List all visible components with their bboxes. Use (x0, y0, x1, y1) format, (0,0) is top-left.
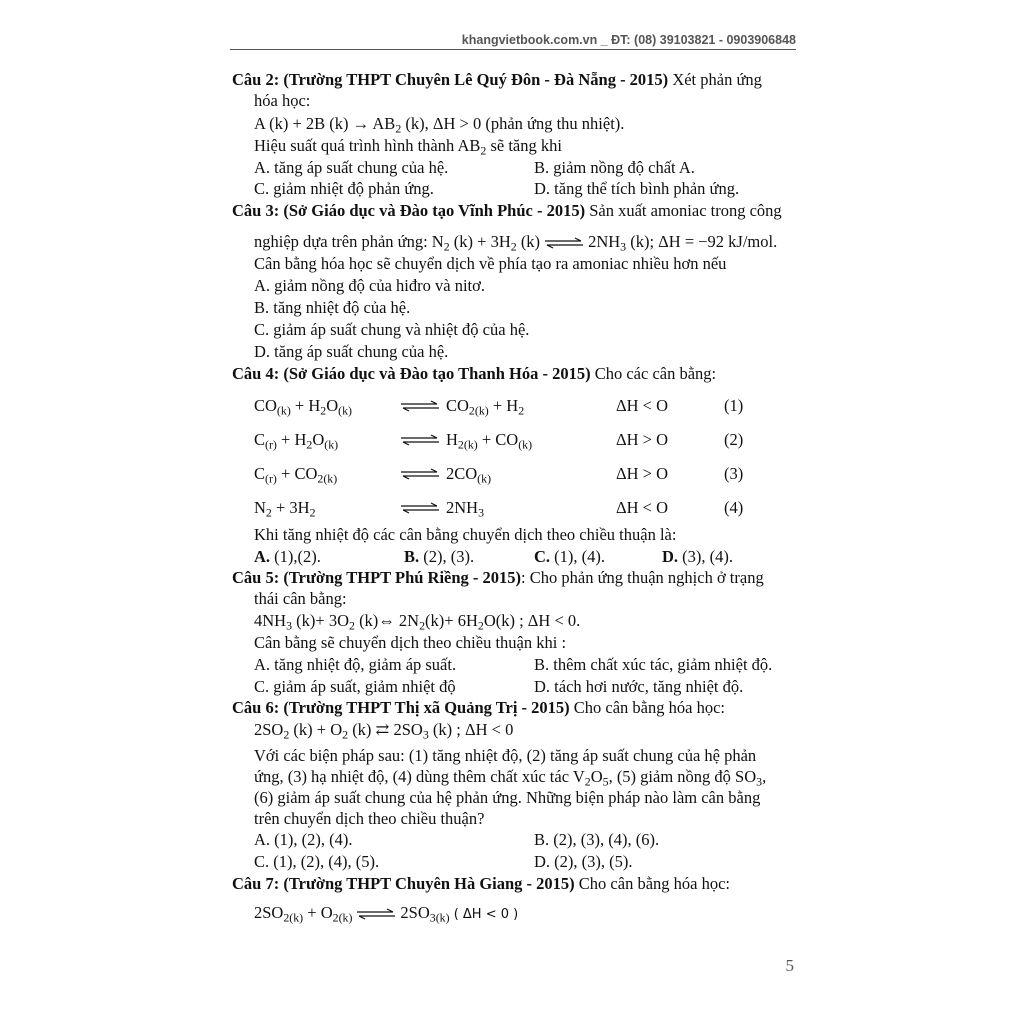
option-key: A. (254, 547, 271, 566)
q5-eq-part: 4NH (254, 611, 287, 630)
q3-label: Câu 3: (232, 201, 280, 220)
eq-sub: 2 (306, 437, 313, 452)
q2-source: (Trường THPT Chuyên Lê Quý Đôn - Đà Nẵng - 2015) (283, 70, 669, 89)
option-text: tách hơi nước, tăng nhiệt độ. (550, 677, 744, 696)
q4-row-2-arrow (400, 430, 440, 451)
eq-text: 2NH (446, 498, 479, 517)
q6-eq-part: 2SO (254, 720, 284, 739)
q2-q-sub: 2 (480, 143, 487, 158)
eq-text: O (326, 396, 339, 415)
eq-sub: (k) (338, 403, 352, 418)
option-text: giảm áp suất chung và nhiệt độ của hệ. (269, 320, 530, 339)
eq-sub: (k) (477, 471, 492, 486)
q7-equation (254, 903, 518, 925)
eq-text: ΔH > O (616, 430, 668, 449)
option-text: tăng nhiệt độ của hệ. (269, 298, 411, 317)
q2-option-c (254, 179, 434, 199)
page-number: 5 (785, 956, 794, 975)
q4-row-2-reactants (254, 430, 338, 450)
q2-option-a (254, 158, 448, 178)
q4-row-3-products (446, 464, 491, 484)
q2-option-d (534, 179, 739, 199)
q4-option-c (534, 547, 605, 567)
option-key: C. (254, 179, 270, 198)
eq-sub: 3 (478, 505, 485, 520)
option-text: giảm nhiệt độ phản ứng. (269, 179, 434, 198)
q5-label: Câu 5: (232, 568, 280, 587)
q4-stem: Cho các cân bằng: (594, 364, 717, 383)
q5-eq-part: (k)⇔ 2N (354, 611, 420, 630)
q5-option-b (534, 655, 772, 675)
q5-eq-sub: 2 (349, 618, 355, 633)
q6-heading (232, 698, 725, 718)
option-text: (1), (4). (550, 547, 606, 566)
option-text: giảm nồng độ của hiđro và nitơ. (270, 276, 485, 295)
q4-heading (232, 364, 716, 384)
q2-eq-part: A (k) + 2B (k) → AB (254, 114, 396, 133)
q4-source: (Sở Giáo dục và Đào tạo Thanh Hóa - 2015) (283, 364, 591, 383)
eq-sub: 2 (320, 403, 327, 418)
q7-eq-sub: 2(k) (332, 910, 353, 925)
q6-p-part: , (762, 767, 767, 786)
q4-row-3-number (724, 464, 743, 484)
q6-eq-sub: 2 (283, 727, 290, 742)
option-key: B. (534, 830, 550, 849)
eq-text: + H (290, 396, 321, 415)
q4-label: Câu 4: (232, 364, 280, 383)
q2-eq-sub: 2 (395, 121, 402, 136)
option-key: A. (254, 830, 271, 849)
q7-heading (232, 874, 730, 894)
q7-eq-part: 2SO (254, 903, 284, 922)
equilibrium-arrow-icon (356, 908, 396, 920)
header-rule (230, 49, 796, 50)
q3-eq-part: (k) + 3H (449, 232, 511, 251)
q2-q-part: Hiệu suất quá trình hình thành AB (254, 136, 481, 155)
equilibrium-arrow-icon (544, 237, 584, 249)
q4-row-4-products (446, 498, 484, 518)
eq-sub: (r) (265, 471, 277, 486)
q2-stem-cont: hóa học: (254, 91, 311, 110)
equilibrium-arrow-icon (400, 502, 440, 514)
q2-heading (232, 70, 762, 90)
q5-stem: : Cho phản ứng thuận nghịch ở trạng (521, 568, 764, 587)
option-key: B. (254, 298, 270, 317)
eq-sub: 2(k) (317, 471, 338, 486)
option-text: giảm nồng độ chất A. (549, 158, 695, 177)
q5-option-d (534, 677, 743, 697)
q5-question: Cân bằng sẽ chuyển dịch theo chiều thuận khi : (254, 633, 567, 652)
option-text: tăng áp suất chung của hệ. (270, 158, 449, 177)
q4-row-1-number (724, 396, 743, 416)
q3-option-d (254, 342, 448, 362)
q7-eq-part: + O (303, 903, 333, 922)
q6-eq-sub: 2 (342, 727, 349, 742)
option-text: (2), (3), (4), (6). (549, 830, 660, 849)
q4-option-d (662, 547, 733, 567)
eq-text: C (254, 464, 266, 483)
q6-paragraph-1: Với các biện pháp sau: (1) tăng nhiệt độ, (2) tăng áp suất chung của hệ phản (254, 746, 757, 765)
option-key: C. (534, 547, 551, 566)
option-key: C. (254, 852, 270, 871)
page-header: khangvietbook.com.vn _ ĐT: (08) 39103821 - 0903906848 (461, 33, 796, 47)
option-key: D. (534, 179, 551, 198)
q3-option-a (254, 276, 485, 296)
q4-question: Khi tăng nhiệt độ các cân bằng chuyển dịch theo chiều thuận là: (254, 525, 677, 544)
q6-p-sub: 2 (584, 774, 591, 789)
q2-question (254, 136, 562, 156)
q7-label: Câu 7: (232, 874, 280, 893)
q5-heading (232, 568, 764, 588)
q5-source: (Trường THPT Phú Riềng - 2015) (283, 568, 522, 587)
q2-eq-part: (k), ΔH > 0 (phản ứng thu nhiệt). (401, 114, 625, 133)
q2-equation (254, 114, 624, 134)
option-key: A. (254, 655, 271, 674)
q4-row-2-products (446, 430, 532, 450)
option-key: D. (662, 547, 679, 566)
eq-sub: 2(k) (468, 403, 489, 418)
option-key: A. (254, 276, 271, 295)
q6-option-d (534, 852, 633, 872)
q5-eq-part: (k)+ 6H (425, 611, 478, 630)
q3-source: (Sở Giáo dục và Đào tạo Vĩnh Phúc - 2015) (283, 201, 586, 220)
eq-text: C (254, 430, 266, 449)
eq-text: O (312, 430, 325, 449)
eq-text: ΔH < O (616, 396, 668, 415)
eq-sub: 2 (265, 505, 272, 520)
option-text: (2), (3), (5). (550, 852, 633, 871)
eq-text: + H (276, 430, 307, 449)
q6-eq-part: (k) ⇄ 2SO (348, 720, 423, 739)
eq-text: (4) (724, 498, 744, 517)
q5-stem-cont: thái cân bằng: (254, 589, 347, 608)
q3-eq-part: (k); ΔH = −92 kJ/mol. (626, 232, 778, 251)
q7-eq-part: ( ΔH < 0 ) (449, 907, 519, 922)
q3-eq-sub: 2 (510, 239, 517, 254)
q6-option-b (534, 830, 659, 850)
q6-eq-sub: 3 (422, 727, 429, 742)
q4-row-3-reactants (254, 464, 337, 484)
q5-option-a (254, 655, 456, 675)
q4-row-3-enthalpy (616, 464, 668, 484)
q4-row-1-enthalpy (616, 396, 668, 416)
q4-row-1-reactants (254, 396, 352, 416)
equilibrium-arrow-icon (400, 468, 440, 480)
eq-text: (3) (724, 464, 744, 483)
option-text: tăng áp suất chung của hệ. (270, 342, 449, 361)
q3-heading (232, 201, 782, 221)
q4-row-2-number (724, 430, 743, 450)
q6-paragraph-4: trên chuyển dịch theo chiều thuận? (254, 809, 485, 828)
q4-row-4-enthalpy (616, 498, 668, 518)
q3-eq-part: 2NH (588, 232, 621, 251)
q6-p-sub: 3 (756, 774, 763, 789)
q4-row-4-number (724, 498, 743, 518)
q3-question: Cân bằng hóa học sẽ chuyển dịch về phía tạo ra amoniac nhiều hơn nếu (254, 254, 727, 273)
q7-eq-sub: 3(k) (429, 910, 450, 925)
q4-row-1-products (446, 396, 524, 416)
q4-row-3-arrow (400, 464, 440, 485)
eq-text: + CO (276, 464, 318, 483)
eq-sub: 2 (518, 403, 525, 418)
q6-p-part: , (5) giảm nồng độ SO (608, 767, 757, 786)
q5-eq-sub: 2 (477, 618, 484, 633)
q6-stem: Cho cân bằng hóa học: (573, 698, 725, 717)
q6-paragraph-2 (254, 767, 766, 787)
eq-text: (2) (724, 430, 744, 449)
eq-text: ΔH < O (616, 498, 668, 517)
eq-text: N (254, 498, 266, 517)
q3-option-c (254, 320, 529, 340)
eq-text: H (446, 430, 458, 449)
q7-source: (Trường THPT Chuyên Hà Giang - 2015) (283, 874, 575, 893)
q7-eq-part: 2SO (400, 903, 430, 922)
q7-stem: Cho cân bằng hóa học: (578, 874, 731, 893)
q3-eq-sub: 2 (443, 239, 450, 254)
option-text: thêm chất xúc tác, giảm nhiệt độ. (549, 655, 773, 674)
eq-text: + 3H (271, 498, 310, 517)
q2-stem: Xét phản ứng (672, 70, 762, 89)
eq-text: + H (488, 396, 519, 415)
q6-equation (254, 720, 513, 740)
q2-q-part: sẽ tăng khi (486, 136, 562, 155)
q2-option-b (534, 158, 695, 178)
eq-sub: (r) (265, 437, 277, 452)
q5-eq-sub: 2 (419, 618, 426, 633)
option-text: tăng thể tích bình phản ứng. (550, 179, 740, 198)
option-text: (1), (2), (4). (270, 830, 353, 849)
q3-eq-sub: 3 (620, 239, 627, 254)
eq-text: (1) (724, 396, 744, 415)
q6-option-c (254, 852, 379, 872)
q6-p-part: O (590, 767, 603, 786)
option-text: (1), (2), (4), (5). (269, 852, 380, 871)
q6-paragraph-3: (6) giảm áp suất chung của hệ phản ứng. Những biện pháp nào làm cân bằng (254, 788, 761, 807)
option-key: D. (534, 677, 551, 696)
eq-text: 2CO (446, 464, 478, 483)
eq-text: CO (254, 396, 277, 415)
option-text: (2), (3). (419, 547, 475, 566)
q6-eq-part: (k) ; ΔH < 0 (428, 720, 514, 739)
q4-option-b (404, 547, 474, 567)
q4-row-4-reactants (254, 498, 316, 518)
option-key: B. (404, 547, 420, 566)
option-key: D. (254, 342, 271, 361)
equilibrium-arrow-icon (400, 434, 440, 446)
eq-sub: 2 (309, 505, 316, 520)
q4-row-4-arrow (400, 498, 440, 519)
q3-stem: Sản xuất amoniac trong công (589, 201, 782, 220)
q2-label: Câu 2: (232, 70, 280, 89)
q5-eq-part: O(k) ; ΔH < 0. (483, 611, 581, 630)
q7-eq-sub: 2(k) (283, 910, 304, 925)
q5-eq-part: (k)+ 3O (292, 611, 349, 630)
q4-row-2-enthalpy (616, 430, 668, 450)
option-text: (1),(2). (270, 547, 321, 566)
eq-text: ΔH > O (616, 464, 668, 483)
q3-eq-part: nghiệp dựa trên phản ứng: N (254, 232, 444, 251)
q6-source: (Trường THPT Thị xã Quảng Trị - 2015) (283, 698, 570, 717)
option-key: C. (254, 677, 270, 696)
q4-row-1-arrow (400, 396, 440, 417)
eq-sub: (k) (518, 437, 533, 452)
q6-p-part: ứng, (3) hạ nhiệt độ, (4) dùng thêm chất xúc tác V (254, 767, 585, 786)
option-text: tăng nhiệt độ, giảm áp suất. (270, 655, 457, 674)
option-key: B. (534, 158, 550, 177)
option-key: C. (254, 320, 270, 339)
option-key: B. (534, 655, 550, 674)
q3-equation (254, 232, 777, 252)
q6-label: Câu 6: (232, 698, 280, 717)
q4-option-a (254, 547, 321, 567)
eq-text: + CO (477, 430, 519, 449)
option-key: A. (254, 158, 271, 177)
eq-sub: (k) (324, 437, 339, 452)
q3-option-b (254, 298, 410, 318)
q3-eq-part: (k) (516, 232, 541, 251)
equilibrium-arrow-icon (400, 400, 440, 412)
option-text: giảm áp suất, giảm nhiệt độ (269, 677, 456, 696)
eq-sub: (k) (276, 403, 291, 418)
eq-text: CO (446, 396, 469, 415)
q6-eq-part: (k) + O (289, 720, 343, 739)
q5-option-c (254, 677, 456, 697)
q5-equation (254, 611, 580, 631)
q6-option-a (254, 830, 353, 850)
option-text: (3), (4). (678, 547, 734, 566)
q5-eq-sub: 3 (286, 618, 293, 633)
q6-p-sub: 5 (602, 774, 609, 789)
option-key: D. (534, 852, 551, 871)
eq-sub: 2(k) (457, 437, 478, 452)
